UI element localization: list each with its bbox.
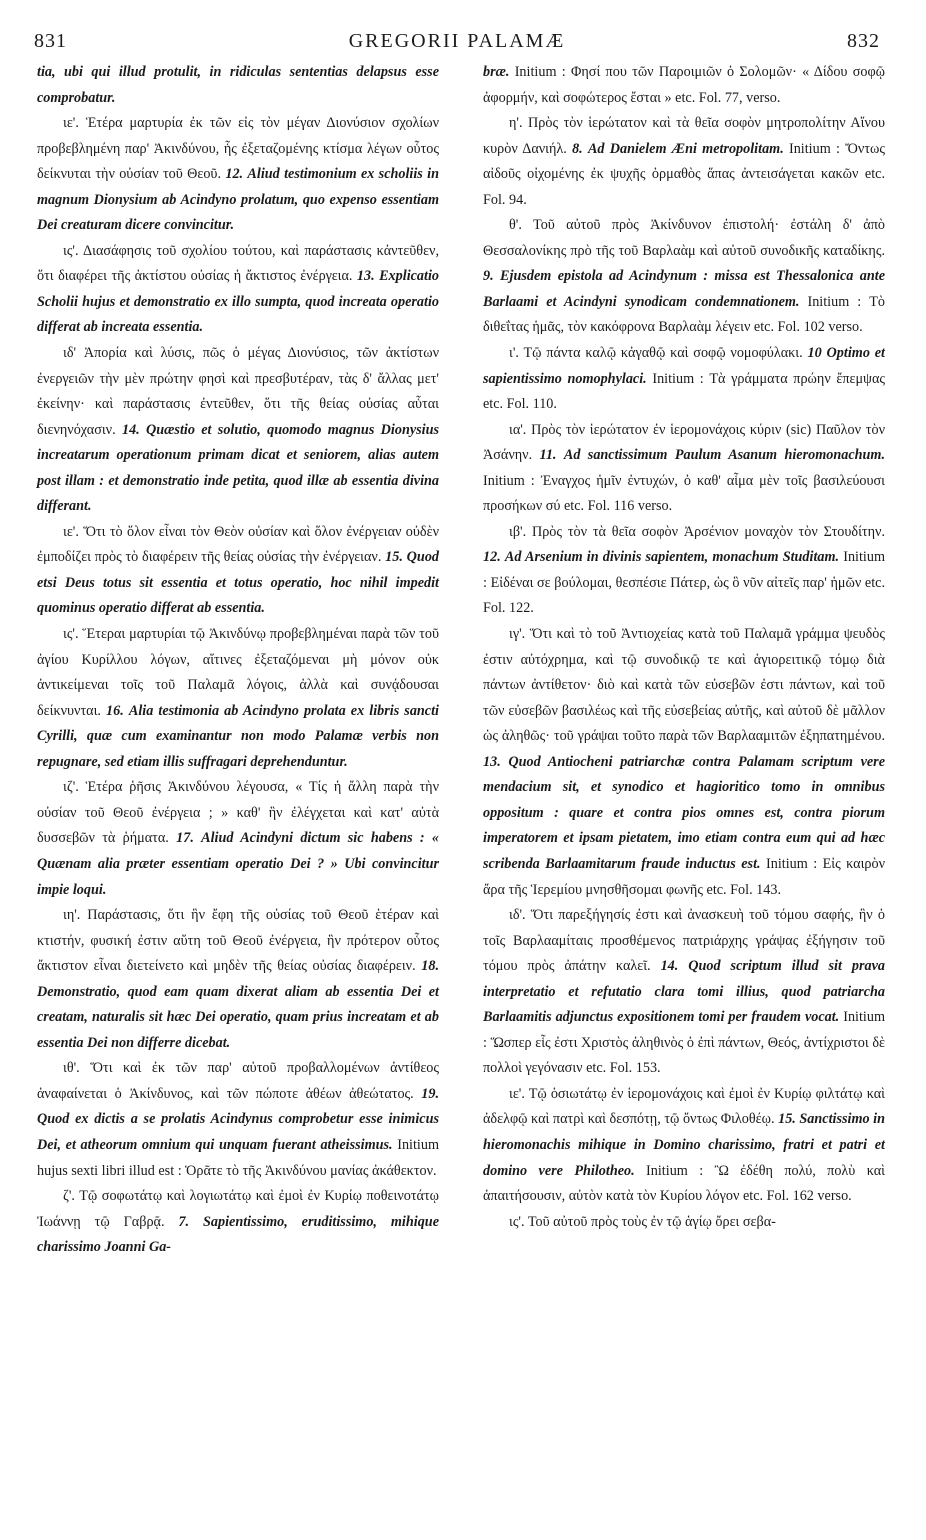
greek-text: ις'. Ἕτεραι μαρτυρίαι τῷ Ἀκινδύνῳ προβεβλημέναι παρὰ τῶν τοῦ ἁγίου Κυρίλλου λόγων, αἵτινες ἐξεταζόμεναι μὴ μόνον οὐκ ἀντικείμεναι τοῖς τοῦ Παλαμᾶ λόγοις, ἀλλὰ καὶ συνᾴδουσαι δείκνυνται. bbox=[37, 626, 439, 719]
greek-text: Ἐναγχος ἡμῖν ἐντυχών, ὁ καθ' αἷμα μὲν τοῖς βασιλεύουσι προσήκων σύ bbox=[483, 472, 885, 515]
initium-text: etc. Fol. 102 verso. bbox=[753, 319, 863, 336]
initium-text: Initium : bbox=[783, 140, 846, 157]
greek-text: ι'. Τῷ πάντα καλῷ κἀγαθῷ καὶ σοφῷ νομοφύλακι. bbox=[509, 345, 808, 362]
latin-text: 16. Alia testimonia ab Acindyno prolata ex libris sancti Cyrilli, quæ cum examinantur non modo Palamæ verbis non repugnare, sed etiam illis suffragari deprehenduntur. bbox=[37, 702, 439, 770]
latin-text: 14. Quæstio et solutio, quomodo magnus Dionysius increatarum operationum primam dicat et seniorem, alias autem post illam : et demonstratio inde petita, quod illæ ab essentia divina differant. bbox=[37, 421, 440, 515]
paragraph bbox=[483, 520, 885, 622]
greek-text: Τὸ διθεΐτας ἡμᾶς, τὸν κακόφρονα Βαρλαὰμ λέγειν bbox=[483, 293, 885, 336]
paragraph bbox=[483, 1210, 885, 1236]
initium-text: Initium hujus sexti libri illud est : Ὁρᾶτε τὸ τῆς Ἀκινδύνου μανίας ἀκάθεκτον. bbox=[37, 1136, 439, 1179]
initium-text: Initium : bbox=[483, 549, 885, 591]
latin-text: 12. Aliud testimonium ex scholiis in magnum Dionysium ab Acindyno prolatum, quo expenso essentiam Dei creaturam dicere convincitur. bbox=[37, 166, 439, 234]
greek-text: Ὥσπερ εἷς ἐστι Χριστὸς ἀληθινὸς ὁ ἐπὶ πάντων, Θεός, ἀντίχριστοι δὲ πολλοὶ γεγόνασιν bbox=[483, 1034, 885, 1077]
latin-text: 18. Demonstratio, quod eam quam dixerat aliam ab essentia Dei et creatam, naturalis sit hæc Dei operatio, quam prius increatam et ab essentia Dei non differre dicebat. bbox=[37, 958, 439, 1051]
paragraph bbox=[37, 520, 439, 622]
greek-text: ιβ'. Πρὸς τὸν τὰ θεῖα σοφὸν Ἀρσένιον μοναχὸν τὸν Στουδίτην. bbox=[509, 523, 885, 540]
initium-text: Initium : bbox=[483, 1009, 885, 1051]
greek-text: ια'. Πρὸς τὸν ἱερώτατον ἐν ἱερομονάχοις κύριν (sic) Παῦλον τὸν Ἀσάνην. bbox=[483, 421, 885, 464]
latin-text: 9. Ejusdem epistola ad Acindynum : missa est Thessalonica ante Barlaami et Acindyni synodicam condemnationem. bbox=[483, 268, 885, 310]
running-title: GREGORII PALAMÆ bbox=[348, 30, 566, 52]
latin-text: 15. Quod etsi Deus totus sit essentia et totus operatio, hoc nihil impedit quominus operatio differat ab essentia. bbox=[37, 549, 440, 617]
latin-text: 10 Optimo et sapientissimo nomophylaci. bbox=[483, 345, 885, 387]
greek-text: ιθ'. Ὅτι καὶ ἐκ τῶν παρ' αὐτοῦ προβαλλομένων ἀντίθεος ἀναφαίνεται ὁ Ἀκίνδυνος, καὶ τῶν πώποτε ἀθέων ἀθεώτατος. bbox=[37, 1060, 439, 1102]
latin-text: 14. Quod scriptum illud sit prava interpretatio et refutatio clara tomi illius, quod patriarcha Barlaamitis adjunctus expositionem tomi per fraudem vocat. bbox=[483, 958, 885, 1026]
paragraph bbox=[483, 418, 885, 520]
initium-text: Initium : bbox=[646, 370, 710, 387]
greek-text: Ὄντως αἰδοῦς οἰχομένης ἐκ ψυχῆς ὁρμαθὸς ἅπας ἀντεισάγεται κακῶν bbox=[483, 140, 885, 183]
greek-text: ιζ'. Ἑτέρα ῥῆσις Ἀκινδύνου λέγουσα, « Τίς ἡ ἄλλη παρὰ τὴν οὐσίαν τοῦ Θεοῦ ἐνέργεια ; » καθ' ἣν ἐλέγχεται καὶ κατ' αὐτὰ δυσσεβῶν τὰ ῥήματα. bbox=[37, 779, 439, 847]
greek-text: ιε'. Ὅτι τὸ ὅλον εἶναι τὸν Θεὸν οὐσίαν καὶ ὅλον ἐνέργειαν οὐδὲν ἐμποδίζει πρὸς τὸ διαφέρειν τῆς θείας οὐσίας τὴν ἐνέργειαν. bbox=[37, 523, 439, 566]
greek-text: θ'. Τοῦ αὐτοῦ πρὸς Ἀκίνδυνον ἐπιστολή· ἐστάλη δ' ἀπὸ Θεσσαλονίκης πρὸ τῆς τοῦ Βαρλαὰμ καὶ αὐτοῦ συνοδικῆς καταδίκης. bbox=[483, 217, 885, 259]
greek-text: ιδ' Ἀπορία καὶ λύσις, πῶς ὁ μέγας Διονύσιος, τῶν ἀκτίστων ἐνεργειῶν τὴν μὲν πρώτην φησὶ καὶ πρεσβυτέραν, τὰς δ' ἄλλας μετ' ἐκείνην· καὶ παράστασις ἐντεῦθεν, ὅτι τῆς θείας οὐσίας αὗται διενηνόχασιν. bbox=[37, 345, 439, 438]
latin-text: 13. Quod Antiocheni patriarchæ contra Palamam scriptum vere mendacium sit, et synodico et hagioritico tomo in omnibus oppositum : quare et contra pios omnes est, contra piorum imperatorem et ipsam pietatem, imo etiam contra eum qui ad hæc scribenda Barlaamitarum fraude inductus est. bbox=[483, 753, 885, 872]
paragraph bbox=[483, 341, 885, 418]
left-column bbox=[37, 60, 439, 1261]
greek-text: ις'. Τοῦ αὐτοῦ πρὸς τοὺς ἐν τῷ ἁγίῳ ὄρει σεβα- bbox=[509, 1213, 776, 1230]
initium-text: etc. Fol. 153. bbox=[586, 1060, 661, 1077]
greek-text: Ὢ ἐδέθη πολύ, πολὺ καὶ ἀπαιτήσουσιν, αὐτὸν κατὰ τὸν Κυρίου λόγον bbox=[483, 1162, 885, 1205]
initium-text: Initium : bbox=[760, 855, 823, 872]
greek-text: Εἰς καιρὸν ἄρα τῆς Ἱερεμίου μνησθῆσομαι φωνῆς bbox=[483, 855, 885, 898]
latin-text: 8. Ad Danielem Æni metropolitam. bbox=[572, 140, 784, 157]
initium-text: etc. Fol. 77, verso. bbox=[675, 89, 781, 106]
paragraph bbox=[37, 622, 439, 775]
greek-text: ιε'. Ἑτέρα μαρτυρία ἐκ τῶν εἰς τὸν μέγαν Διονύσιον σχολίων προβεβλημένη παρ' Ἀκινδύνου, ἧς ἐξεταζομένης κτίσμα λέγων οὗτος δείκνυται τὴν οὐσίαν τοῦ Θεοῦ. bbox=[37, 115, 439, 183]
right-column bbox=[483, 60, 885, 1235]
paragraph bbox=[483, 1082, 885, 1210]
paragraph bbox=[37, 239, 439, 341]
page-number-right: 832 bbox=[847, 30, 880, 52]
paragraph bbox=[483, 111, 885, 213]
paragraph bbox=[37, 60, 439, 111]
initium-text: etc. Fol. 116 verso. bbox=[563, 498, 673, 515]
greek-text: Εἰδέναι σε βούλομαι, θεσπέσιε Πάτερ, ὡς ὃ νῦν αἰτεῖς παρ' ἡμῶν bbox=[490, 574, 865, 591]
greek-text: ζ'. Τῷ σοφωτάτῳ καὶ λογιωτάτῳ καὶ ἐμοὶ ἐν Κυρίῳ ποθεινοτάτῳ Ἰωάννῃ τῷ Γαβρᾷ. bbox=[37, 1188, 439, 1230]
paragraph bbox=[37, 903, 439, 1056]
initium-text: etc. Fol. 122. bbox=[483, 574, 885, 617]
greek-text: ιε'. Τῷ ὁσιωτάτῳ ἐν ἱερομονάχοις καὶ ἐμοὶ ἐν Κυρίῳ φιλτάτῳ καὶ ἀδελφῷ καὶ πατρὶ καὶ δεσπότῃ, τῷ ὄντως Φιλοθέῳ. bbox=[483, 1085, 885, 1128]
greek-text: η'. Πρὸς τὸν ἱερώτατον καὶ τὰ θεῖα σοφὸν μητροπολίτην Αἴνου κυρὸν Δανιήλ. bbox=[483, 115, 885, 157]
initium-text: etc. Fol. 143. bbox=[706, 881, 781, 898]
latin-text: 17. Aliud Acindyni dictum sic habens : « Quænam alia præter essentiam operatio Dei ? » Ubi convincitur impie loqui. bbox=[37, 830, 439, 898]
latin-text: bræ. bbox=[483, 64, 510, 80]
greek-text: Φησί που τῶν Παροιμιῶν ὁ Σολομῶν· « Δίδου σοφῷ ἀφορμήν, καὶ σοφώτερος ἔσται » bbox=[483, 64, 885, 106]
latin-text: tia, ubi qui illud protulit, in ridiculas sententias delapsus esse comprobatur. bbox=[37, 64, 439, 106]
initium-text: Initium : bbox=[509, 64, 572, 80]
initium-text: etc. Fol. 110. bbox=[483, 396, 557, 413]
paragraph bbox=[483, 903, 885, 1082]
page-header bbox=[34, 30, 880, 56]
page-number-left: 831 bbox=[34, 30, 67, 52]
greek-text: ιγ'. Ὅτι καὶ τὸ τοῦ Ἀντιοχείας κατὰ τοῦ Παλαμᾶ γράμμα ψευδὸς ἐστιν αὐτόχρημα, καὶ τῷ συνοδικῷ τε καὶ ἁγιορειτικῷ τόμῳ διὰ πάντων ἀντίθετον· διὸ καὶ κατὰ τῶν εὐσεβῶν ἐστι πάντων, καὶ τοῦ τῶν εὐσεβῶν βασιλέως καὶ τῆς εὐσεβείας αὐτῆς, καὶ αὐτοῦ δὲ μᾶλλον ὡς ἀληθῶς· τοῦ γράψαι τοῦτο παρὰ τῶν Βαρλααμιτῶν ἐξηπατημένου. bbox=[483, 626, 885, 745]
initium-text: Initium : bbox=[634, 1162, 715, 1179]
paragraph bbox=[37, 1056, 439, 1184]
greek-text: ις'. Διασάφησις τοῦ σχολίου τούτου, καὶ παράστασις κἀντεῦθεν, ὅτι διαφέρει τῆς ἀκτίστου οὐσίας ἡ ἄκτιστος ἐνέργεια. bbox=[37, 242, 439, 285]
initium-text: etc. Fol. 94. bbox=[483, 166, 885, 208]
paragraph bbox=[483, 60, 885, 111]
paragraph bbox=[37, 341, 439, 520]
paragraph bbox=[483, 622, 885, 903]
greek-text: Τὰ γράμματα πρώην ἔπεμψας bbox=[709, 370, 885, 387]
latin-text: 7. Sapientissimo, eruditissimo, mihique charissimo Joanni Ga- bbox=[37, 1213, 439, 1256]
greek-text: ιδ'. Ὅτι παρεξήγησίς ἐστι καὶ ἀνασκευὴ τοῦ τόμου σαφής, ἣν ὁ τοῖς Βαρλααμίταις προσθέμενος πατριάρχης γράψας ἐξήγησιν τοῦ τόμου πρὸς ἀπάτην καλεῖ. bbox=[483, 907, 885, 975]
latin-text: 12. Ad Arsenium in divinis sapientem, monachum Studitam. bbox=[483, 549, 840, 566]
latin-text: 13. Explicatio Scholii hujus et demonstratio ex illo sumpta, quod increata operatio differat ab increata essentia. bbox=[37, 268, 439, 336]
paragraph bbox=[37, 111, 439, 239]
paragraph bbox=[37, 1184, 439, 1261]
paragraph bbox=[483, 213, 885, 341]
latin-text: 19. Quod ex dictis a se prolatis Acindynus comprobetur esse inimicus Dei, et atheorum omnium qui unquam fuerant atheissimus. bbox=[37, 1085, 439, 1153]
initium-text: Initium : bbox=[483, 472, 541, 489]
initium-text: etc. Fol. 162 verso. bbox=[742, 1188, 852, 1205]
latin-text: 15. Sanctissimo in hieromonachis mihique in Domino charissimo, fratri et patri et domino vere Philotheo. bbox=[483, 1111, 885, 1179]
paragraph bbox=[37, 775, 439, 903]
latin-text: 11. Ad sanctissimum Paulum Asanum hieromonachum. bbox=[539, 447, 885, 464]
greek-text: ιη'. Παράστασις, ὅτι ἣν ἔφη τῆς οὐσίας τοῦ Θεοῦ ἑτέραν καὶ κτιστήν, φυσική ἐστιν αὕτη τοῦ Θεοῦ ἐνέργεια, ἣν πρότερον οὗτος ἄκτιστον εἶναι διετείνετο καὶ μηδὲν τῆς θείας οὐσίας διαφέρειν. bbox=[37, 907, 439, 975]
initium-text: Initium : bbox=[799, 293, 870, 310]
